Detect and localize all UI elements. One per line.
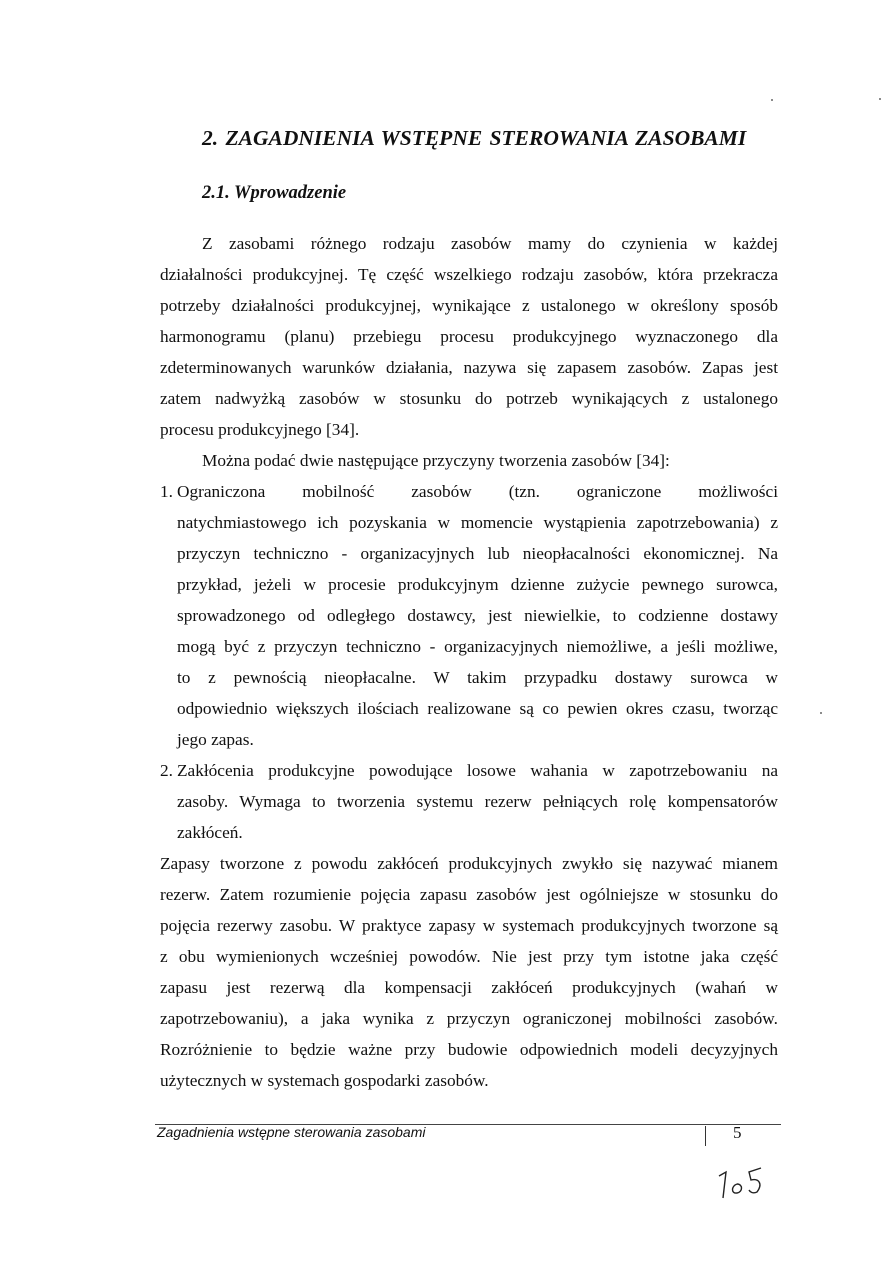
paragraph-line: zapotrzebowaniu), a jaka wynika z przyczyn ograniczonej mobilności zasobów. xyxy=(160,1009,778,1028)
list-item xyxy=(160,476,778,507)
list-item-line: natychmiastowego ich pozyskania w momencie wystąpienia zapotrzebowania) z xyxy=(177,513,778,532)
paragraph-line: procesu produkcyjnego [34]. xyxy=(160,420,360,439)
paragraph-line: Rozróżnienie to będzie ważne przy budowie odpowiednich modeli decyzyjnych xyxy=(160,1040,778,1059)
paragraph-line: Z zasobami różnego rodzaju zasobów mamy do czynienia w każdej xyxy=(202,234,778,253)
paragraph-line: zapasu jest rezerwą dla kompensacji zakłóceń produkcyjnych (wahań w xyxy=(160,978,778,997)
paragraph-line: pojęcia rezerwy zasobu. W praktyce zapasy w systemach produkcyjnych tworzone są xyxy=(160,916,778,935)
scan-speck xyxy=(879,98,881,100)
paragraph-line: rezerw. Zatem rozumienie pojęcia zapasu zasobów jest ogólniejsze w stosunku do xyxy=(160,885,778,904)
list-item-line: to z pewnością nieopłacalne. W takim przypadku dostawy surowca w xyxy=(177,668,778,687)
paragraph-line: działalności produkcyjnej. Tę część wszelkiego rodzaju zasobów, która przekracza xyxy=(160,265,778,284)
list-item-number: 1. xyxy=(160,482,173,501)
handwritten-page-number xyxy=(715,1162,775,1207)
list-item-line: mogą być z przyczyn techniczno - organizacyjnych niemożliwe, a jeśli możliwe, xyxy=(177,637,778,656)
list-item-line: przykład, jeżeli w procesie produkcyjnym dzienne zużycie pewnego surowca, xyxy=(177,575,778,594)
list-item-number: 2. xyxy=(160,761,173,780)
page-number: 5 xyxy=(733,1123,742,1142)
list-item-line: Ograniczona mobilność zasobów (tzn. ograniczone możliwości xyxy=(177,482,778,501)
section-title: 2.1. Wprowadzenie xyxy=(202,183,347,203)
list-item-line: przyczyn techniczno - organizacyjnych lub nieopłacalności ekonomicznej. Na xyxy=(177,544,778,563)
list-item-line: sprowadzonego od odległego dostawcy, jest niewielkie, to codzienne dostawy xyxy=(177,606,778,625)
document-body xyxy=(160,228,778,1096)
list-item-line: zasoby. Wymaga to tworzenia systemu rezerw pełniących rolę kompensatorów xyxy=(177,792,778,811)
paragraph-line: użytecznych w systemach gospodarki zasobów. xyxy=(160,1071,489,1090)
list-item-line: Zakłócenia produkcyjne powodujące losowe wahania w zapotrzebowaniu na xyxy=(177,761,778,780)
paragraph-line: Zapasy tworzone z powodu zakłóceń produkcyjnych zwykło się nazywać mianem xyxy=(160,854,778,873)
scan-speck xyxy=(820,712,822,714)
paragraph-line: potrzeby działalności produkcyjnej, wynikające z ustalonego w określony sposób xyxy=(160,296,778,315)
list-item xyxy=(160,755,778,786)
paragraph-line: z obu wymienionych wcześniej powodów. Nie jest przy tym istotne jaka część xyxy=(160,947,778,966)
list-item-line: zakłóceń. xyxy=(177,823,243,842)
paragraph-line: zatem nadwyżką zasobów w stosunku do potrzeb wynikających z ustalonego xyxy=(160,389,778,408)
list-item-line: odpowiednio większych ilościach realizowane są co pewien okres czasu, tworząc xyxy=(177,699,778,718)
list-item-line: jego zapas. xyxy=(177,730,254,749)
footer-running-title: Zagadnienia wstępne sterowania zasobami xyxy=(157,1124,426,1140)
scan-speck xyxy=(771,99,773,101)
paragraph-line: zdeterminowanych warunków działania, nazywa się zapasem zasobów. Zapas jest xyxy=(160,358,778,377)
paragraph-line: harmonogramu (planu) przebiegu procesu produkcyjnego wyznaczonego dla xyxy=(160,327,778,346)
paragraph-line: Można podać dwie następujące przyczyny tworzenia zasobów [34]: xyxy=(202,451,670,470)
chapter-title: 2. ZAGADNIENIA WSTĘPNE STEROWANIA ZASOBAMI xyxy=(202,126,747,150)
footer-divider xyxy=(705,1126,706,1146)
